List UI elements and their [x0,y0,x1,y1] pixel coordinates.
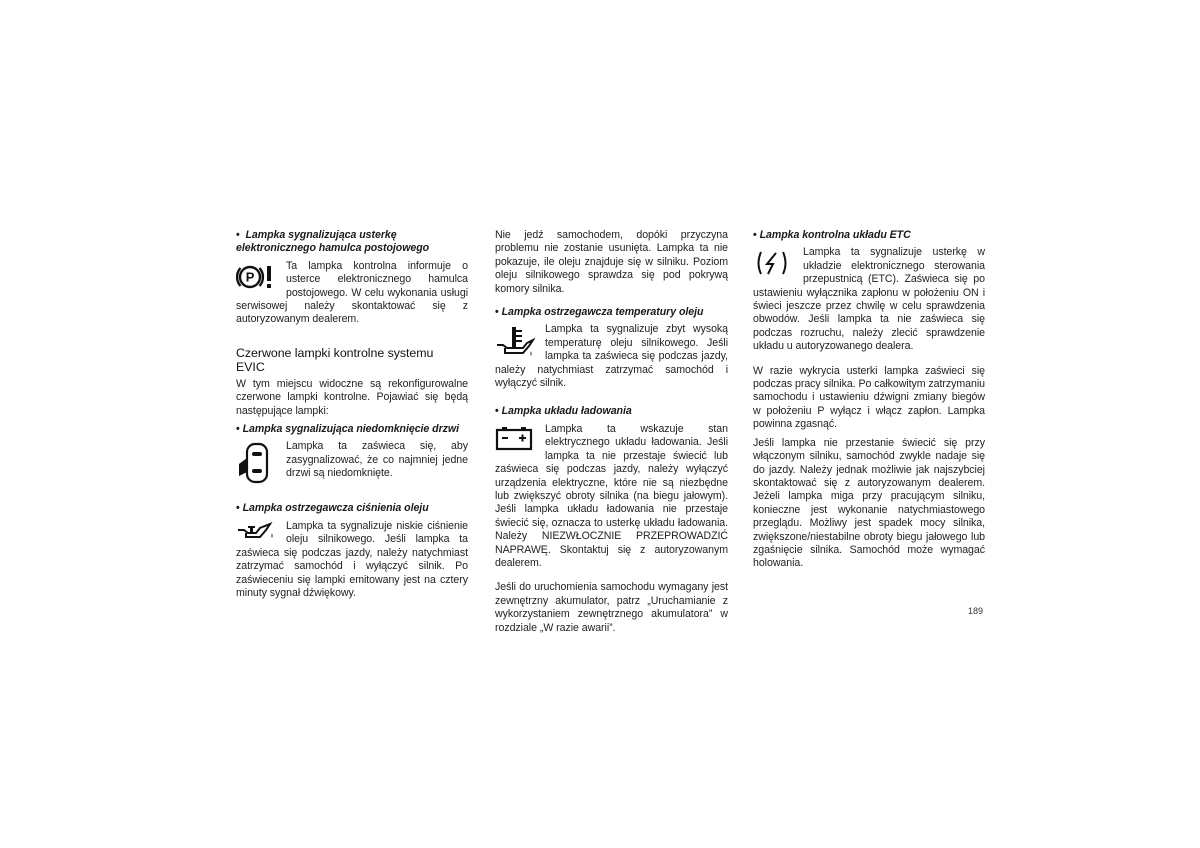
battery-charging-icon [495,425,535,451]
charging-system-text: Lampka ta wskazuje stan elektrycznego układu ładowania. Jeśli lampka ta nie przestaje świecić lub zaświeca się podczas jazdy, należy wyłączyć urządzenia elektryczne, które nie są niezbędne lub zwiększyć obroty silnika (na biegu jałowym). Jeśli lampka układu ładowania nie przestaje świecić się, oznacza to usterkę układu ładowania. Należy NIEZWŁOCZNIE PRZEPROWADZIĆ NAPRAWĘ. Skontaktuj się z autoryzowanym dealerem. [495,422,728,569]
etc-block [753,246,985,358]
section-title-line-1: Czerwone lampki kontrolne systemu [236,345,434,360]
oil-temperature-block [495,323,728,395]
oil-temperature-icon [495,325,535,361]
etc-throttle-icon [753,248,793,278]
heading-line-1: Lampka sygnalizująca usterkę [245,229,397,241]
oil-pressure-block [236,520,468,605]
etc-text: Lampka ta sygnalizuje usterkę w układzie elektronicznego sterowania przepustnicą (ETC). Zaświeca się po ustawieniu wyłącznika zapłonu w położeniu ON i świeci jeszcze przez chwilę w celu sprawdzenia obwodów. Jeśli lampka ta nie zaświeca się podczas rozruchu, należy zlecić sprawdzenie układu u autoryzowanego dealera. [753,246,985,353]
parking-brake-text: Ta lampka kontrolna informuje o usterce elektronicznego hamulca postojowego. W celu wykonania usługi serwisowej należy skontaktować się z autoryzowanym dealerem. [236,259,468,326]
etc-paragraph-2: W razie wykrycia usterki lampka zaświeci się podczas pracy silnika. Po całkowitym zatrzymaniu samochodu i ustawieniu dźwigni zmiany biegów w położeniu P wyłącz i włącz zapłon. Lampka powinna zgasnąć. [753,364,985,431]
jump-start-note: Jeśli do uruchomienia samochodu wymagany jest zewnętrzny akumulator, patrz „Uruchamianie z wykorzystaniem zewnętrznego akumulatora” w rozdziale „W razie awarii”. [495,581,728,634]
etc-paragraph-3: Jeśli lampka nie przestanie świecić się przy włączonym silniku, samochód zwykle nadaje się do jazdy. Należy jednak możliwie jak najszybciej skontaktować się z autoryzowanym dealerem. Jeżeli lampka miga przy pracującym silniku, konieczne jest wykonanie natychmiastowego przeglądu. Możliwy jest spadek mocy silnika, zwiększone/niestabilne obroty biegu jałowego lub zgaśnięcie silnika. Samochód może wymagać holowania. [753,436,985,570]
oil-temperature-text: Lampka ta sygnalizuje zbyt wysoką temperaturę oleju silnikowego. Jeśli lampka ta zaświeca się podczas jazdy, należy natychmiast zatrzymać samochód i wyłączyć silnik. [495,323,728,390]
door-ajar-text: Lampka ta zaświeca się, aby zasygnalizować, że co najmniej jedne drzwi są niedomknięte. [286,440,468,480]
heading-parking-brake [236,229,468,256]
section-title-evic [236,346,468,374]
section-title-line-2: EVIC [236,359,265,374]
parking-brake-warning-icon [236,262,276,292]
column-middle [495,229,728,640]
column-right [753,229,985,576]
page-number: 189 [968,606,984,616]
oil-pressure-icon [236,522,276,544]
heading-charging-system: • Lampka układu ładowania [495,405,728,418]
oil-note-text: Nie jedź samochodem, dopóki przyczyna problemu nie zostanie usunięta. Lampka ta nie pokazuje, ile oleju znajduje się w silniku. Poziom oleju silnikowego sprawdza się pod pokrywą komory silnika. [495,229,728,295]
heading-oil-pressure: • Lampka ostrzegawcza ciśnienia oleju [236,502,468,515]
door-ajar-icon [236,442,276,484]
oil-pressure-text: Lampka ta sygnalizuje niskie ciśnienie oleju silnikowego. Jeśli lampka ta zaświeca się podczas jazdy, należy natychmiast zatrzymać samochód i wyłączyć silnik. Po zaświeceniu się lampki emitowany jest na cztery minuty sygnał dźwiękowy. [236,519,468,599]
heading-etc: • Lampka kontrolna układu ETC [753,229,985,242]
heading-door-ajar: • Lampka sygnalizująca niedomknięcie drzwi [236,423,468,436]
heading-oil-temperature: • Lampka ostrzegawcza temperatury oleju [495,306,728,319]
section-intro: W tym miejscu widoczne są rekonfigurowalne czerwone lampki kontrolne. Pojawiać się będą następujące lampki: [236,377,468,417]
column-left [236,229,468,611]
door-ajar-block [236,440,468,486]
heading-line-2: elektronicznego hamulca postojowego [236,242,430,255]
parking-brake-block [236,260,468,332]
charging-system-block [495,423,728,575]
svg-text:P: P [245,269,255,285]
